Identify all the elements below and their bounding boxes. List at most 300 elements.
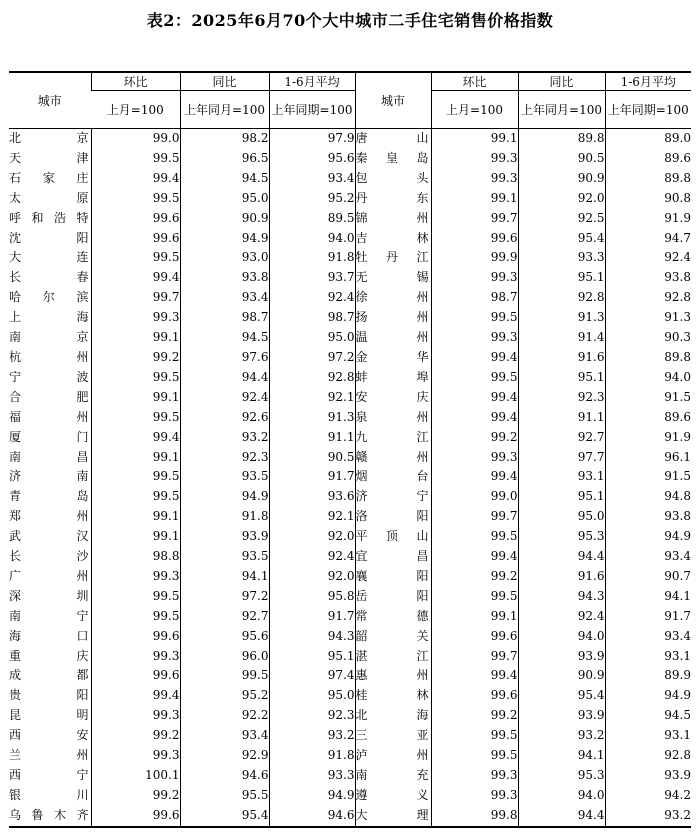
cell-avg-right: 91.7 [605,607,691,627]
cell-mom-right: 99.4 [431,408,518,428]
cell-yoy-right: 93.3 [518,248,605,268]
cell-mom-right: 99.6 [431,686,518,706]
table-row [9,607,691,627]
table-row [9,209,691,229]
table-row [9,706,691,726]
cell-city-left: 长沙 [9,549,91,564]
cell-mom-right: 99.3 [431,766,518,786]
cell-yoy-right: 93.9 [518,706,605,726]
cell-city-right: 烟台 [355,467,431,487]
cell-mom-left: 99.4 [91,686,180,706]
cell-city-right: 秦皇岛 [355,149,431,169]
cell-city-left: 长春 [9,270,91,285]
cell-city-right: 丹东 [355,189,431,209]
cell-mom-left: 99.6 [91,229,180,249]
header-mom-left: 环比 [91,72,180,91]
cell-yoy-right: 91.4 [518,328,605,348]
cell-city-left: 广州 [9,568,91,583]
cell-city-right: 唐山 [355,129,431,149]
table-body [9,129,691,827]
table-row [9,248,691,268]
table-row [9,587,691,607]
header-city-right: 城市 [355,72,431,129]
table-row [9,726,691,746]
cell-city-right: 温州 [355,328,431,348]
cell-city-left: 成都 [9,668,91,683]
cell-avg-left: 91.7 [269,607,355,627]
cell-mom-left: 99.2 [91,726,180,746]
cell-mom-left: 99.4 [91,268,180,288]
cell-city-right: 包头 [355,169,431,189]
cell-mom-right: 99.8 [431,806,518,827]
cell-yoy-left: 95.6 [180,627,269,647]
cell-yoy-right: 94.0 [518,627,605,647]
cell-avg-right: 94.2 [605,786,691,806]
cell-mom-right: 99.5 [431,726,518,746]
cell-mom-right: 99.4 [431,388,518,408]
cell-city-left: 合肥 [9,389,91,404]
table-row [9,467,691,487]
table-row [9,308,691,328]
header-mom-base-left: 上月=100 [91,91,180,129]
cell-city-left: 武汉 [9,529,91,544]
cell-mom-left: 99.3 [91,647,180,667]
cell-city-right: 岳阳 [355,587,431,607]
cell-yoy-left: 97.6 [180,348,269,368]
cell-yoy-right: 94.3 [518,587,605,607]
header-yoy-right: 同比 [518,72,605,91]
cell-avg-left: 94.3 [269,627,355,647]
cell-city-right: 济宁 [355,487,431,507]
cell-yoy-left: 94.5 [180,328,269,348]
cell-avg-left: 91.8 [269,248,355,268]
cell-yoy-right: 92.3 [518,388,605,408]
table-row [9,627,691,647]
cell-yoy-right: 90.9 [518,169,605,189]
cell-avg-left: 95.0 [269,328,355,348]
cell-yoy-left: 98.2 [180,129,269,149]
header-avg-base-left: 上年同期=100 [269,91,355,129]
cell-avg-left: 93.3 [269,766,355,786]
cell-mom-left: 99.1 [91,388,180,408]
cell-city-right: 锦州 [355,209,431,229]
cell-city-right: 九江 [355,428,431,448]
cell-city-right: 赣州 [355,448,431,468]
cell-mom-right: 99.5 [431,587,518,607]
cell-avg-left: 91.8 [269,746,355,766]
cell-avg-right: 94.1 [605,587,691,607]
cell-avg-left: 98.7 [269,308,355,328]
cell-avg-left: 91.1 [269,428,355,448]
cell-yoy-right: 91.6 [518,567,605,587]
cell-city-left: 深圳 [9,588,91,603]
cell-city-right: 牡丹江 [355,248,431,268]
cell-mom-left: 99.3 [91,567,180,587]
cell-city-left: 贵阳 [9,688,91,703]
cell-yoy-left: 93.8 [180,268,269,288]
cell-yoy-left: 92.4 [180,388,269,408]
cell-yoy-right: 95.0 [518,507,605,527]
cell-avg-right: 93.2 [605,806,691,827]
header-row-1 [9,72,691,91]
cell-avg-left: 97.9 [269,129,355,149]
cell-yoy-left: 97.2 [180,587,269,607]
cell-avg-right: 93.8 [605,507,691,527]
cell-city-left: 南昌 [9,449,91,464]
cell-yoy-right: 94.4 [518,547,605,567]
cell-yoy-right: 95.3 [518,527,605,547]
cell-avg-left: 93.6 [269,487,355,507]
cell-avg-right: 89.6 [605,408,691,428]
table-row [9,448,691,468]
cell-yoy-left: 93.0 [180,248,269,268]
cell-avg-left: 94.0 [269,229,355,249]
cell-mom-left: 99.5 [91,587,180,607]
cell-city-left: 南宁 [9,608,91,623]
header-yoy-base-left: 上年同月=100 [180,91,269,129]
cell-avg-right: 89.0 [605,129,691,149]
cell-city-right: 洛阳 [355,507,431,527]
cell-mom-right: 98.7 [431,288,518,308]
cell-avg-left: 93.7 [269,268,355,288]
cell-avg-left: 94.9 [269,786,355,806]
cell-city-right: 惠州 [355,666,431,686]
cell-city-right: 桂林 [355,686,431,706]
table-row [9,268,691,288]
cell-mom-left: 99.1 [91,527,180,547]
header-avg-base-right: 上年同期=100 [605,91,691,129]
cell-yoy-left: 96.5 [180,149,269,169]
table-row [9,647,691,667]
cell-yoy-left: 92.2 [180,706,269,726]
cell-avg-right: 93.4 [605,627,691,647]
table-row [9,806,691,827]
cell-yoy-right: 92.4 [518,607,605,627]
cell-yoy-right: 95.1 [518,268,605,288]
table-row [9,169,691,189]
cell-avg-right: 93.8 [605,268,691,288]
cell-avg-left: 95.1 [269,647,355,667]
cell-yoy-right: 89.8 [518,129,605,149]
cell-mom-left: 99.4 [91,428,180,448]
cell-mom-left: 99.1 [91,507,180,527]
cell-avg-left: 92.0 [269,527,355,547]
cell-avg-right: 90.7 [605,567,691,587]
cell-yoy-left: 94.1 [180,567,269,587]
cell-mom-right: 99.4 [431,467,518,487]
cell-mom-left: 99.5 [91,149,180,169]
cell-city-right: 南充 [355,766,431,786]
cell-yoy-right: 94.1 [518,746,605,766]
cell-city-right: 无锡 [355,268,431,288]
cell-mom-right: 99.2 [431,706,518,726]
cell-city-left: 海口 [9,628,91,643]
table-row [9,527,691,547]
table-row [9,786,691,806]
cell-yoy-left: 92.7 [180,607,269,627]
cell-mom-left: 99.2 [91,348,180,368]
cell-avg-right: 93.9 [605,766,691,786]
cell-mom-left: 99.6 [91,627,180,647]
cell-city-left: 昆明 [9,708,91,723]
cell-mom-right: 99.3 [431,169,518,189]
cell-yoy-right: 91.3 [518,308,605,328]
cell-mom-right: 99.2 [431,567,518,587]
cell-mom-left: 98.8 [91,547,180,567]
header-yoy-base-right: 上年同月=100 [518,91,605,129]
cell-city-left: 西安 [9,728,91,743]
table-row [9,547,691,567]
cell-yoy-right: 93.1 [518,467,605,487]
cell-avg-left: 92.1 [269,507,355,527]
table-row [9,368,691,388]
cell-mom-left: 99.5 [91,368,180,388]
cell-avg-left: 95.2 [269,189,355,209]
cell-mom-left: 99.3 [91,746,180,766]
cell-mom-right: 99.1 [431,607,518,627]
cell-city-right: 泸州 [355,746,431,766]
cell-city-left: 兰州 [9,748,91,763]
cell-avg-right: 90.8 [605,189,691,209]
cell-avg-left: 92.4 [269,547,355,567]
cell-mom-left: 99.5 [91,487,180,507]
cell-yoy-left: 95.0 [180,189,269,209]
cell-yoy-left: 94.9 [180,487,269,507]
cell-yoy-left: 92.3 [180,448,269,468]
cell-city-left: 济南 [9,469,91,484]
cell-yoy-right: 90.5 [518,149,605,169]
cell-avg-right: 91.5 [605,388,691,408]
cell-yoy-right: 95.1 [518,368,605,388]
cell-avg-left: 97.4 [269,666,355,686]
cell-yoy-left: 96.0 [180,647,269,667]
cell-avg-left: 94.6 [269,806,355,827]
cell-mom-right: 99.5 [431,527,518,547]
cell-yoy-left: 91.8 [180,507,269,527]
cell-mom-right: 99.3 [431,149,518,169]
cell-mom-right: 99.7 [431,647,518,667]
cell-city-right: 金华 [355,348,431,368]
cell-city-left: 杭州 [9,349,91,364]
cell-yoy-left: 93.4 [180,288,269,308]
cell-yoy-right: 95.1 [518,487,605,507]
table-row [9,507,691,527]
cell-avg-right: 90.3 [605,328,691,348]
table-row [9,766,691,786]
table-row [9,746,691,766]
cell-city-right: 北海 [355,706,431,726]
cell-avg-left: 95.6 [269,149,355,169]
cell-city-left: 银川 [9,787,91,802]
header-row-2 [9,91,691,129]
table-row [9,487,691,507]
cell-yoy-right: 95.3 [518,766,605,786]
cell-city-right: 宜昌 [355,547,431,567]
cell-mom-right: 99.3 [431,448,518,468]
cell-yoy-right: 90.9 [518,666,605,686]
table-row [9,229,691,249]
cell-city-left: 西宁 [9,768,91,782]
cell-mom-right: 99.9 [431,248,518,268]
cell-mom-left: 99.3 [91,308,180,328]
cell-mom-right: 99.3 [431,786,518,806]
cell-avg-right: 89.6 [605,149,691,169]
cell-yoy-right: 91.1 [518,408,605,428]
cell-yoy-right: 94.4 [518,806,605,827]
cell-yoy-right: 93.2 [518,726,605,746]
cell-mom-right: 99.6 [431,627,518,647]
cell-avg-right: 94.9 [605,686,691,706]
table-row [9,189,691,209]
cell-mom-left: 100.1 [91,766,180,786]
cell-avg-left: 95.0 [269,686,355,706]
cell-city-left: 沈阳 [9,230,91,245]
cell-city-right: 安庆 [355,388,431,408]
cell-yoy-left: 94.5 [180,169,269,189]
cell-city-right: 徐州 [355,288,431,308]
cell-mom-left: 99.5 [91,248,180,268]
cell-city-left: 宁波 [9,369,91,384]
cell-mom-right: 99.7 [431,209,518,229]
cell-city-right: 湛江 [355,647,431,667]
header-avg-right: 1-6月平均 [605,72,691,91]
cell-yoy-left: 95.4 [180,806,269,827]
cell-city-right: 大理 [355,806,431,827]
cell-mom-left: 99.4 [91,169,180,189]
cell-city-right: 襄阳 [355,567,431,587]
cell-city-left: 青岛 [9,489,91,504]
table-row [9,408,691,428]
cell-mom-right: 99.3 [431,268,518,288]
cell-city-left: 南京 [9,330,91,345]
cell-avg-right: 94.0 [605,368,691,388]
cell-yoy-right: 92.7 [518,428,605,448]
cell-avg-right: 92.8 [605,746,691,766]
cell-mom-left: 99.5 [91,607,180,627]
cell-avg-right: 93.1 [605,726,691,746]
table-row [9,388,691,408]
cell-mom-left: 99.6 [91,209,180,229]
cell-mom-right: 99.4 [431,348,518,368]
cell-avg-left: 92.1 [269,388,355,408]
table-title: 表2：2025年6月70个大中城市二手住宅销售价格指数 [146,11,554,30]
cell-city-left: 石家庄 [9,170,91,185]
cell-yoy-right: 92.8 [518,288,605,308]
cell-mom-left: 99.0 [91,129,180,149]
cell-city-right: 常德 [355,607,431,627]
cell-yoy-left: 95.2 [180,686,269,706]
cell-mom-left: 99.5 [91,189,180,209]
cell-mom-right: 99.0 [431,487,518,507]
cell-yoy-right: 97.7 [518,448,605,468]
cell-avg-left: 92.0 [269,567,355,587]
header-yoy-left: 同比 [180,72,269,91]
cell-yoy-left: 93.9 [180,527,269,547]
cell-avg-left: 92.8 [269,368,355,388]
cell-mom-left: 99.6 [91,666,180,686]
cell-city-left: 重庆 [9,648,91,663]
cell-yoy-right: 91.6 [518,348,605,368]
cell-avg-right: 96.1 [605,448,691,468]
cell-mom-right: 99.6 [431,229,518,249]
cell-city-left: 呼和浩特 [9,210,91,225]
cell-city-left: 上海 [9,310,91,325]
cell-yoy-left: 92.6 [180,408,269,428]
cell-yoy-right: 95.4 [518,229,605,249]
cell-city-left: 厦门 [9,429,91,444]
table-row [9,348,691,368]
cell-mom-right: 99.1 [431,129,518,149]
cell-avg-right: 93.4 [605,547,691,567]
cell-avg-right: 93.1 [605,647,691,667]
cell-mom-left: 99.6 [91,806,180,827]
cell-avg-right: 91.9 [605,209,691,229]
cell-city-left: 哈尔滨 [9,290,91,305]
cell-avg-right: 91.3 [605,308,691,328]
cell-mom-right: 99.2 [431,428,518,448]
cell-city-right: 平顶山 [355,527,431,547]
cell-avg-right: 94.7 [605,229,691,249]
table-row [9,129,691,149]
cell-city-left: 乌鲁木齐 [9,806,91,827]
cell-mom-left: 99.5 [91,467,180,487]
cell-city-right: 扬州 [355,308,431,328]
table-row [9,328,691,348]
cell-avg-left: 93.2 [269,726,355,746]
cell-avg-left: 91.7 [269,467,355,487]
cell-avg-left: 89.5 [269,209,355,229]
table-row [9,428,691,448]
cell-city-right: 三亚 [355,726,431,746]
cell-city-right: 吉林 [355,229,431,249]
cell-avg-left: 91.3 [269,408,355,428]
cell-yoy-left: 95.5 [180,786,269,806]
cell-mom-right: 99.4 [431,666,518,686]
cell-city-left: 大连 [9,250,91,265]
cell-yoy-left: 93.5 [180,547,269,567]
header-city-left: 城市 [9,72,91,129]
cell-mom-right: 99.3 [431,328,518,348]
cell-avg-right: 91.5 [605,467,691,487]
cell-city-right: 韶关 [355,627,431,647]
cell-yoy-right: 93.9 [518,647,605,667]
cell-city-left: 太原 [9,190,91,205]
cell-city-left: 北京 [9,131,91,145]
cell-avg-right: 89.9 [605,666,691,686]
cell-yoy-left: 92.9 [180,746,269,766]
cell-avg-left: 95.8 [269,587,355,607]
cell-yoy-right: 92.5 [518,209,605,229]
cell-yoy-right: 92.0 [518,189,605,209]
cell-mom-right: 99.7 [431,507,518,527]
cell-avg-right: 89.8 [605,348,691,368]
cell-mom-left: 99.1 [91,328,180,348]
cell-mom-left: 99.1 [91,448,180,468]
header-mom-base-right: 上月=100 [431,91,518,129]
cell-mom-right: 99.4 [431,547,518,567]
cell-avg-left: 92.4 [269,288,355,308]
cell-avg-left: 92.3 [269,706,355,726]
table-row [9,567,691,587]
cell-yoy-left: 93.4 [180,726,269,746]
cell-avg-right: 91.9 [605,428,691,448]
cell-avg-left: 90.5 [269,448,355,468]
cell-yoy-left: 99.5 [180,666,269,686]
table-row [9,686,691,706]
cell-yoy-right: 94.0 [518,786,605,806]
cell-mom-right: 99.1 [431,189,518,209]
table-row [9,666,691,686]
